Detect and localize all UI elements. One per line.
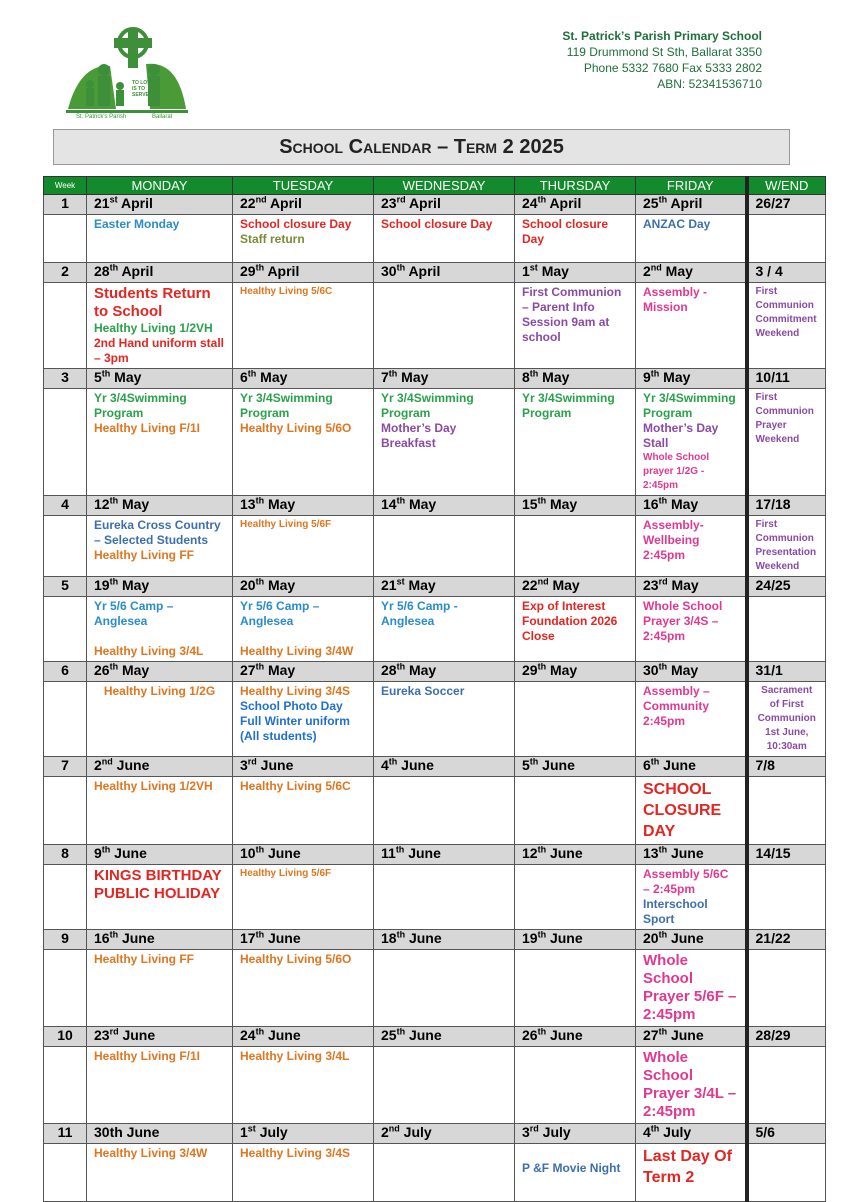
week-number: 6 [44, 662, 87, 682]
calendar-event: Healthy Living 3/4S [240, 684, 351, 698]
events-cell-tue [233, 1047, 374, 1124]
weekend-events [747, 283, 826, 369]
date-cell-mon: 16th June [87, 930, 233, 950]
events-cell-mon [87, 1144, 233, 1202]
calendar-event: Healthy Living 1/2G [103, 684, 216, 698]
weekend-events [747, 215, 826, 263]
weekend-dates: 21/22 [747, 930, 826, 950]
date-cell-tue: 1st July [233, 1124, 374, 1144]
school-info [562, 28, 762, 92]
week-spacer [44, 283, 87, 369]
calendar-event: Healthy Living 5/6O [240, 952, 352, 966]
calendar-event: School closure Day [522, 217, 609, 246]
calendar-event: School Photo Day [240, 699, 343, 713]
events-cell-fri [636, 777, 747, 845]
calendar-event: Whole School prayer 1/2G - 2:45pm [643, 452, 710, 491]
events-cell-tue [233, 950, 374, 1027]
calendar-event: Assembly – Community 2:45pm [643, 684, 710, 728]
events-cell-tue [233, 516, 374, 577]
date-cell-fri: 6th June [636, 757, 747, 777]
page-title: School Calendar – Term 2 2025 [279, 136, 564, 158]
calendar-event: Healthy Living FF [94, 952, 195, 966]
events-cell-thu [515, 682, 636, 757]
events-cell-mon [87, 389, 233, 496]
events-cell-tue [233, 389, 374, 496]
school-abn: ABN: 52341536710 [657, 77, 762, 91]
date-cell-mon: 9th June [87, 845, 233, 865]
events-cell-fri [636, 597, 747, 662]
date-cell-tue: 22nd April [233, 195, 374, 215]
calendar-event: Staff return [240, 232, 305, 246]
date-cell-mon: 2nd June [87, 757, 233, 777]
events-cell-wed [374, 597, 515, 662]
calendar-event [94, 629, 225, 644]
events-cell-thu [515, 516, 636, 577]
calendar-event: Healthy Living 3/4W [240, 644, 354, 658]
calendar-event: Full Winter uniform (All students) [240, 714, 350, 743]
date-cell-wed: 11th June [374, 845, 515, 865]
date-cell-mon: 26th May [87, 662, 233, 682]
school-name: St. Patrick’s Parish Primary School [562, 29, 762, 43]
date-row [44, 369, 826, 389]
date-cell-tue: 29th April [233, 263, 374, 283]
calendar-event: Healthy Living 5/6O [240, 421, 352, 435]
week-spacer [44, 389, 87, 496]
calendar-event: First Communion Commitment Weekend [755, 286, 817, 339]
week-spacer [44, 777, 87, 845]
date-cell-wed: 2nd July [374, 1124, 515, 1144]
date-cell-thu: 5th June [515, 757, 636, 777]
date-cell-fri: 13th June [636, 845, 747, 865]
events-cell-wed [374, 682, 515, 757]
events-cell-wed [374, 950, 515, 1027]
events-cell-mon [87, 950, 233, 1027]
calendar-event: First Communion Presentation Weekend [755, 519, 817, 572]
events-row [44, 283, 826, 369]
calendar-event: ANZAC Day [643, 217, 711, 231]
logo-caption-right: Ballarat [152, 114, 173, 120]
events-cell-fri [636, 215, 747, 263]
calendar-event: Healthy Living 3/4S [240, 1146, 351, 1160]
events-cell-wed [374, 516, 515, 577]
week-number: 5 [44, 577, 87, 597]
events-cell-mon [87, 682, 233, 757]
events-cell-mon [87, 777, 233, 845]
calendar-event: First Communion Prayer Weekend [755, 392, 814, 445]
weekend-dates: 17/18 [747, 496, 826, 516]
header-row [44, 177, 826, 195]
weekend-dates: 7/8 [747, 757, 826, 777]
calendar-event: Sacrament of First Communion 1st June, 10:30am [757, 685, 816, 752]
calendar-event: Students Return to School [94, 285, 211, 320]
events-cell-fri [636, 1144, 747, 1202]
events-cell-fri [636, 865, 747, 930]
calendar-event: P &F Movie Night [522, 1161, 621, 1175]
weekend-events [747, 950, 826, 1027]
events-cell-wed [374, 865, 515, 930]
events-cell-mon [87, 283, 233, 369]
calendar-event [240, 629, 366, 644]
calendar-event: Yr 3/4Swimming Program [94, 391, 187, 420]
calendar-event: Healthy Living 5/6C [240, 779, 351, 793]
week-spacer [44, 865, 87, 930]
date-cell-mon: 30th June [87, 1124, 233, 1144]
week-spacer [44, 1047, 87, 1124]
events-cell-wed [374, 777, 515, 845]
events-cell-wed [374, 1047, 515, 1124]
date-cell-fri: 2nd May [636, 263, 747, 283]
date-cell-tue: 10th June [233, 845, 374, 865]
date-cell-thu: 15th May [515, 496, 636, 516]
date-cell-fri: 16th May [636, 496, 747, 516]
week-spacer [44, 516, 87, 577]
date-cell-thu: 24th April [515, 195, 636, 215]
date-cell-fri: 23rd May [636, 577, 747, 597]
week-spacer [44, 215, 87, 263]
events-cell-mon [87, 597, 233, 662]
calendar-event: Healthy Living 5/6F [240, 519, 332, 530]
events-row [44, 215, 826, 263]
weekend-dates: 14/15 [747, 845, 826, 865]
week-number: 11 [44, 1124, 87, 1144]
weekend-dates: 24/25 [747, 577, 826, 597]
events-cell-tue [233, 597, 374, 662]
date-cell-tue: 20th May [233, 577, 374, 597]
calendar-event: Whole School Prayer 3/4L – 2:45pm [643, 1049, 737, 1120]
week-spacer [44, 597, 87, 662]
events-cell-mon [87, 516, 233, 577]
events-row [44, 1144, 826, 1202]
calendar-event: Assembly- Wellbeing 2:45pm [643, 518, 704, 562]
date-cell-mon: 12th May [87, 496, 233, 516]
calendar-event: Eureka Soccer [381, 684, 465, 698]
date-cell-mon: 23rd June [87, 1027, 233, 1047]
header-friday: FRIDAY [636, 177, 747, 195]
date-cell-wed: 30th April [374, 263, 515, 283]
date-cell-tue: 13th May [233, 496, 374, 516]
weekend-events [747, 1144, 826, 1202]
events-cell-wed [374, 215, 515, 263]
date-row [44, 496, 826, 516]
header-wednesday: WEDNESDAY [374, 177, 515, 195]
week-spacer [44, 682, 87, 757]
date-row [44, 930, 826, 950]
calendar-event: Interschool Sport [643, 897, 708, 926]
events-row [44, 950, 826, 1027]
events-cell-thu [515, 597, 636, 662]
date-row [44, 195, 826, 215]
week-spacer [44, 950, 87, 1027]
events-cell-thu [515, 389, 636, 496]
header-tuesday: TUESDAY [233, 177, 374, 195]
calendar-event: Whole School Prayer 5/6F – 2:45pm [643, 952, 737, 1023]
calendar-event: Healthy Living 3/4L [240, 1049, 350, 1063]
week-number: 1 [44, 195, 87, 215]
date-cell-wed: 23rd April [374, 195, 515, 215]
week-number: 2 [44, 263, 87, 283]
school-logo [58, 24, 194, 124]
header-week: Week [44, 177, 87, 195]
logo-motto: TO LOVE IS TO SERVE [132, 80, 154, 98]
date-cell-wed: 4th June [374, 757, 515, 777]
date-cell-thu: 29th May [515, 662, 636, 682]
date-row [44, 662, 826, 682]
weekend-dates: 26/27 [747, 195, 826, 215]
events-row [44, 597, 826, 662]
date-cell-wed: 28th May [374, 662, 515, 682]
week-spacer [44, 1144, 87, 1202]
title-box [53, 129, 790, 165]
calendar-event: Healthy Living 5/6C [240, 286, 333, 297]
weekend-dates: 3 / 4 [747, 263, 826, 283]
events-cell-fri [636, 516, 747, 577]
date-cell-tue: 24th June [233, 1027, 374, 1047]
date-cell-fri: 30th May [636, 662, 747, 682]
date-row [44, 757, 826, 777]
calendar-event: Healthy Living F/1I [94, 1049, 201, 1063]
date-cell-tue: 3rd June [233, 757, 374, 777]
events-cell-tue [233, 777, 374, 845]
weekend-dates: 10/11 [747, 369, 826, 389]
events-cell-tue [233, 1144, 374, 1202]
date-row [44, 577, 826, 597]
weekend-events [747, 1047, 826, 1124]
calendar-event: Healthy Living 3/4W [94, 1146, 208, 1160]
date-cell-tue: 6th May [233, 369, 374, 389]
week-number: 3 [44, 369, 87, 389]
events-cell-thu [515, 1144, 636, 1202]
events-cell-thu [515, 777, 636, 845]
date-cell-mon: 5th May [87, 369, 233, 389]
weekend-events [747, 597, 826, 662]
events-cell-fri [636, 682, 747, 757]
date-cell-fri: 9th May [636, 369, 747, 389]
date-cell-thu: 3rd July [515, 1124, 636, 1144]
events-row [44, 682, 826, 757]
events-row [44, 516, 826, 577]
week-number: 9 [44, 930, 87, 950]
events-row [44, 777, 826, 845]
calendar-event: 2nd Hand uniform stall – 3pm [94, 336, 225, 365]
calendar-event: Easter Monday [94, 217, 180, 231]
school-phone: Phone 5332 7680 Fax 5333 2802 [583, 61, 762, 75]
date-cell-tue: 17th June [233, 930, 374, 950]
date-cell-thu: 8th May [515, 369, 636, 389]
weekend-events [747, 777, 826, 845]
events-row [44, 1047, 826, 1124]
calendar-event: Yr 5/6 Camp - Anglesea [381, 599, 458, 628]
date-row [44, 263, 826, 283]
header-monday: MONDAY [87, 177, 233, 195]
calendar-event: KINGS BIRTHDAY PUBLIC HOLIDAY [94, 867, 222, 902]
header-weekend: W/END [747, 177, 826, 195]
events-cell-fri [636, 1047, 747, 1124]
events-cell-fri [636, 283, 747, 369]
date-cell-fri: 4th July [636, 1124, 747, 1144]
calendar-event: School closure Day [381, 217, 493, 231]
week-number: 7 [44, 757, 87, 777]
events-cell-wed [374, 389, 515, 496]
logo-caption-left: St. Patrick's Parish [76, 114, 127, 120]
calendar-event: Assembly 5/6C – 2:45pm [643, 867, 729, 896]
calendar-event: Healthy Living 1/2VH [94, 321, 213, 335]
events-cell-tue [233, 215, 374, 263]
calendar-event: School closure Day [240, 217, 352, 231]
calendar-event: Yr 3/4Swimming Program [240, 391, 333, 420]
events-row [44, 389, 826, 496]
calendar-event: Healthy Living F/1I [94, 421, 201, 435]
calendar-event [522, 1146, 628, 1161]
calendar-event: Yr 3/4Swimming Program [381, 391, 474, 420]
events-cell-wed [374, 1144, 515, 1202]
calendar-event: Healthy Living 5/6F [240, 868, 332, 879]
calendar-event: Mother’s Day Breakfast [381, 421, 457, 450]
calendar-event: SCHOOL CLOSURE DAY [643, 781, 722, 840]
weekend-dates: 5/6 [747, 1124, 826, 1144]
date-cell-wed: 25th June [374, 1027, 515, 1047]
weekend-dates: 31/1 [747, 662, 826, 682]
weekend-events [747, 865, 826, 930]
week-number: 10 [44, 1027, 87, 1047]
events-cell-wed [374, 283, 515, 369]
events-cell-mon [87, 1047, 233, 1124]
events-cell-tue [233, 682, 374, 757]
date-cell-mon: 28th April [87, 263, 233, 283]
calendar-event: Eureka Cross Country – Selected Students [94, 518, 221, 547]
date-cell-fri: 25th April [636, 195, 747, 215]
events-cell-fri [636, 950, 747, 1027]
calendar-event: Yr 5/6 Camp –Anglesea [240, 599, 320, 628]
date-cell-tue: 27th May [233, 662, 374, 682]
events-cell-mon [87, 865, 233, 930]
calendar-event: Last Day Of Term 2 [643, 1148, 732, 1186]
events-row [44, 865, 826, 930]
date-row [44, 1124, 826, 1144]
date-cell-wed: 7th May [374, 369, 515, 389]
date-cell-wed: 14th May [374, 496, 515, 516]
date-row [44, 1027, 826, 1047]
events-cell-thu [515, 215, 636, 263]
weekend-events [747, 516, 826, 577]
school-address: 119 Drummond St Sth, Ballarat 3350 [566, 45, 762, 59]
calendar-event: Assembly - Mission [643, 285, 708, 314]
events-cell-tue [233, 865, 374, 930]
weekend-dates: 28/29 [747, 1027, 826, 1047]
calendar-event: Healthy Living 3/4L [94, 644, 204, 658]
events-cell-fri [636, 389, 747, 496]
calendar-event: Exp of Interest Foundation 2026 Close [522, 599, 618, 643]
weekend-events [747, 389, 826, 496]
date-cell-mon: 21st April [87, 195, 233, 215]
date-cell-wed: 21st May [374, 577, 515, 597]
date-row [44, 845, 826, 865]
date-cell-wed: 18th June [374, 930, 515, 950]
events-cell-thu [515, 865, 636, 930]
calendar-event: First Communion – Parent Info Session 9am at school [522, 285, 622, 344]
calendar-event: Whole School Prayer 3/4S – 2:45pm [643, 599, 723, 643]
date-cell-thu: 12th June [515, 845, 636, 865]
date-cell-fri: 20th June [636, 930, 747, 950]
calendar-event: Yr 3/4Swimming Program [643, 391, 736, 420]
date-cell-thu: 1st May [515, 263, 636, 283]
calendar-event: Yr 5/6 Camp – Anglesea [94, 599, 174, 628]
events-cell-thu [515, 283, 636, 369]
date-cell-thu: 19th June [515, 930, 636, 950]
calendar-event: Healthy Living 1/2VH [94, 779, 213, 793]
calendar-table [43, 176, 826, 1202]
calendar-event: Mother’s Day Stall [643, 421, 719, 450]
header-thursday: THURSDAY [515, 177, 636, 195]
date-cell-thu: 26th June [515, 1027, 636, 1047]
date-cell-fri: 27th June [636, 1027, 747, 1047]
events-cell-mon [87, 215, 233, 263]
date-cell-thu: 22nd May [515, 577, 636, 597]
events-cell-thu [515, 1047, 636, 1124]
week-number: 8 [44, 845, 87, 865]
date-cell-mon: 19th May [87, 577, 233, 597]
calendar-event: Healthy Living FF [94, 548, 195, 562]
week-number: 4 [44, 496, 87, 516]
weekend-events [747, 682, 826, 757]
calendar-event: Yr 3/4Swimming Program [522, 391, 615, 420]
events-cell-thu [515, 950, 636, 1027]
events-cell-tue [233, 283, 374, 369]
